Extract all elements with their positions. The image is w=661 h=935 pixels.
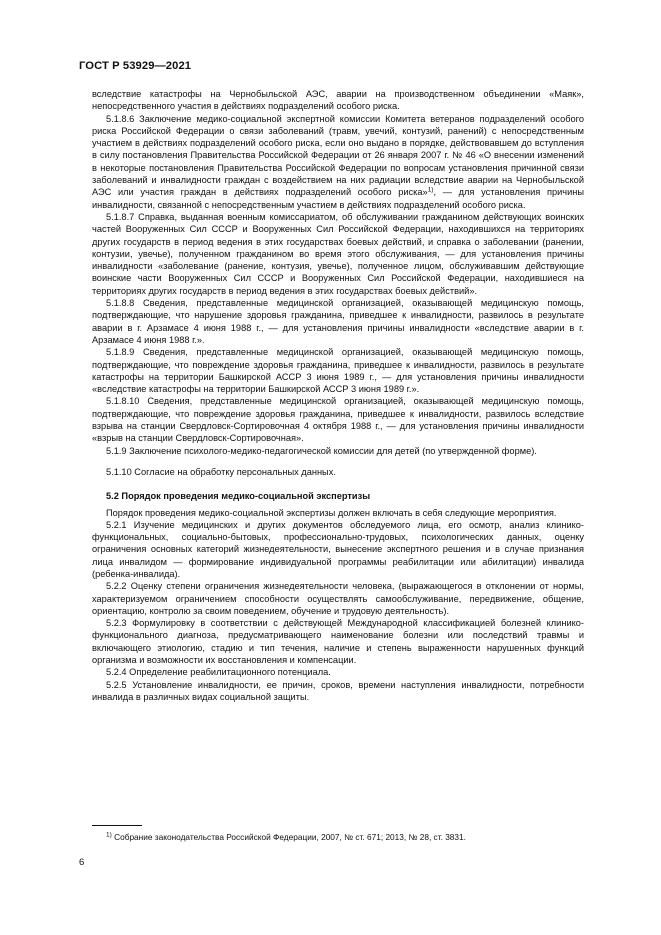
paragraph-5-1-8-6-tail: , — для установления причины инвалидности, связанной с непосредственным участием в действиях подразделений особого риска.	[92, 187, 585, 210]
paragraph-5-2-4: 5.2.4 Определение реабилитационного потенциала.	[106, 667, 331, 678]
paragraph-5-1-9: 5.1.9 Заключение психолого-медико-педагогической комиссии для детей (по утвержденной форме).	[106, 445, 537, 456]
footnote	[106, 832, 586, 843]
paragraph-5-2-2: 5.2.2 Оценку степени ограничения жизнедеятельности человека, (выражающегося в отклонении от нормы, характеризуемом ограничением способности осуществлять самообслуживание, передвижение, общение, ориентацию, контролю за своим поведением, обучение и трудовую деятельность).	[92, 581, 584, 616]
page-number: 6	[79, 857, 85, 868]
footnote-text: Собрание законодательства Российской Федерации, 2007, № ст. 671; 2013, № 28, ст. 3831.	[111, 832, 466, 842]
footnote-mark: 1)	[106, 831, 112, 839]
paragraph-5-2-5: 5.2.5 Установление инвалидности, ее причин, сроков, времени наступления инвалидности, потребности инвалида в различных видах социальной защиты.	[92, 679, 584, 702]
paragraph-5-1-10: 5.1.10 Согласие на обработку персональных данных.	[106, 466, 336, 477]
paragraph-5-2-1: 5.2.1 Изучение медицинских и других документов обследуемого лица, его осмотр, анализ клинико-функциональных, социально-бытовых, профессионально-трудовых, психологических данных, оценку ограничения основных категорий жизнедеятельности, вынесение экспертного решения и в случае признания лица инвалидом — формирование индивидуальной программы реабилитации или абилитации) инвалида (ребенка-инвалида).	[92, 519, 584, 579]
paragraph-5-2-3: 5.2.3 Формулировку в соответствии с действующей Международной классификацией болезней клинико-функционального диагноза, предусматривающего наименование болезни или последствий травмы и включающего этиологию, стадию и тип течения, наличие и степень выраженности нарушенных функций организма и возможности их восстановления и компенсации.	[92, 618, 584, 666]
paragraph-5-1-8-10: 5.1.8.10 Сведения, представленные медицинской организацией, оказывающей медицинскую помощь, подтверждающие, что повреждение здоровья гражданина, приведшее к инвалидности, развилось вследствие взрыва на станции Свердловск-Сортировочная 4 октября 1988 г., — для установления причины инвалидности «взрыв на станции Свердловск-Сортировочная».	[92, 396, 584, 444]
document-code-header: ГОСТ Р 53929—2021	[79, 60, 192, 72]
paragraph-5-1-8-6	[92, 113, 584, 211]
footnote-reference: 1)	[427, 186, 434, 194]
paragraph-5-1-8-9: 5.1.8.9 Сведения, представленные медицинской организацией, оказывающей медицинскую помощь, подтверждающие, что повреждение здоровья гражданина, приведшее к инвалидности, развилось в результате катастрофы на территории Башкирской АССР 3 июня 1989 г., — для установления причины инвалидности «вследствие катастрофы на территории Башкирской АССР 3 июня 1989 г.».	[92, 347, 584, 395]
footnote-separator	[92, 825, 142, 826]
paragraph-5-1-8-6-text: 5.1.8.6 Заключение медико-социальной экспертной комиссии Комитета ветеранов подразделений особого риска Российской Федерации о связи заболеваний (травм, увечий, контузий, ранений) с непосредственным участием в действиях подразделений особого риска, если оно выдано в порядке, действовавшем до вступления в силу постановления Правительства Российской Федерации от 26 января 2007 г. № 46 «О внесении изменений в некоторые постановления Правительства Российской Федерации по вопросам установления причинной связи заболеваний и инвалидности граждан с воздействием на них радиации вследствие аварии на Чернобыльской АЭС или участия граждан в действиях подразделений особого риска»	[92, 113, 584, 198]
section-heading-5-2: 5.2 Порядок проведения медико-социальной экспертизы	[106, 491, 371, 502]
paragraph-5-2-intro: Порядок проведения медико-социальной экспертизы должен включать в себя следующие мероприятия.	[106, 507, 557, 518]
paragraph-5-1-8-8: 5.1.8.8 Сведения, представленные медицинской организацией, оказывающей медицинскую помощь, подтверждающие, что нарушение здоровья гражданина, приведшее к инвалидности, развилось в результате аварии в г. Арзамасе 4 июня 1988 г., — для установления причины инвалидности «вследствие аварии в г. Арзамасе 4 июня 1988 г.».	[92, 298, 584, 345]
document-body	[92, 88, 584, 703]
paragraph-continuation: вследствие катастрофы на Чернобыльской АЭС, аварии на производственном объединении «Маяк», непосредственного участия в действиях подразделений особого риска.	[92, 89, 584, 112]
paragraph-5-1-8-7: 5.1.8.7 Справка, выданная военным комиссариатом, об обслуживании гражданином действующих воинских частей Вооруженных Сил СССР и Вооруженных Сил Российской Федерации, находившихся на территориях других государств в период ведения в этих государствах боевых действий, и справка о заболевании (ранении, контузии, увечье), полученном гражданином во время этого обслуживания, — для установления причины инвалидности «заболевание (ранение, контузия, увечье), полученное лицом, обслуживавшим действующие воинские части Вооруженных Сил СССР и Вооруженных Сил Российской Федерации, находившиеся на территориях других государств в период ведения в этих государствах боевых действий».	[92, 211, 584, 296]
